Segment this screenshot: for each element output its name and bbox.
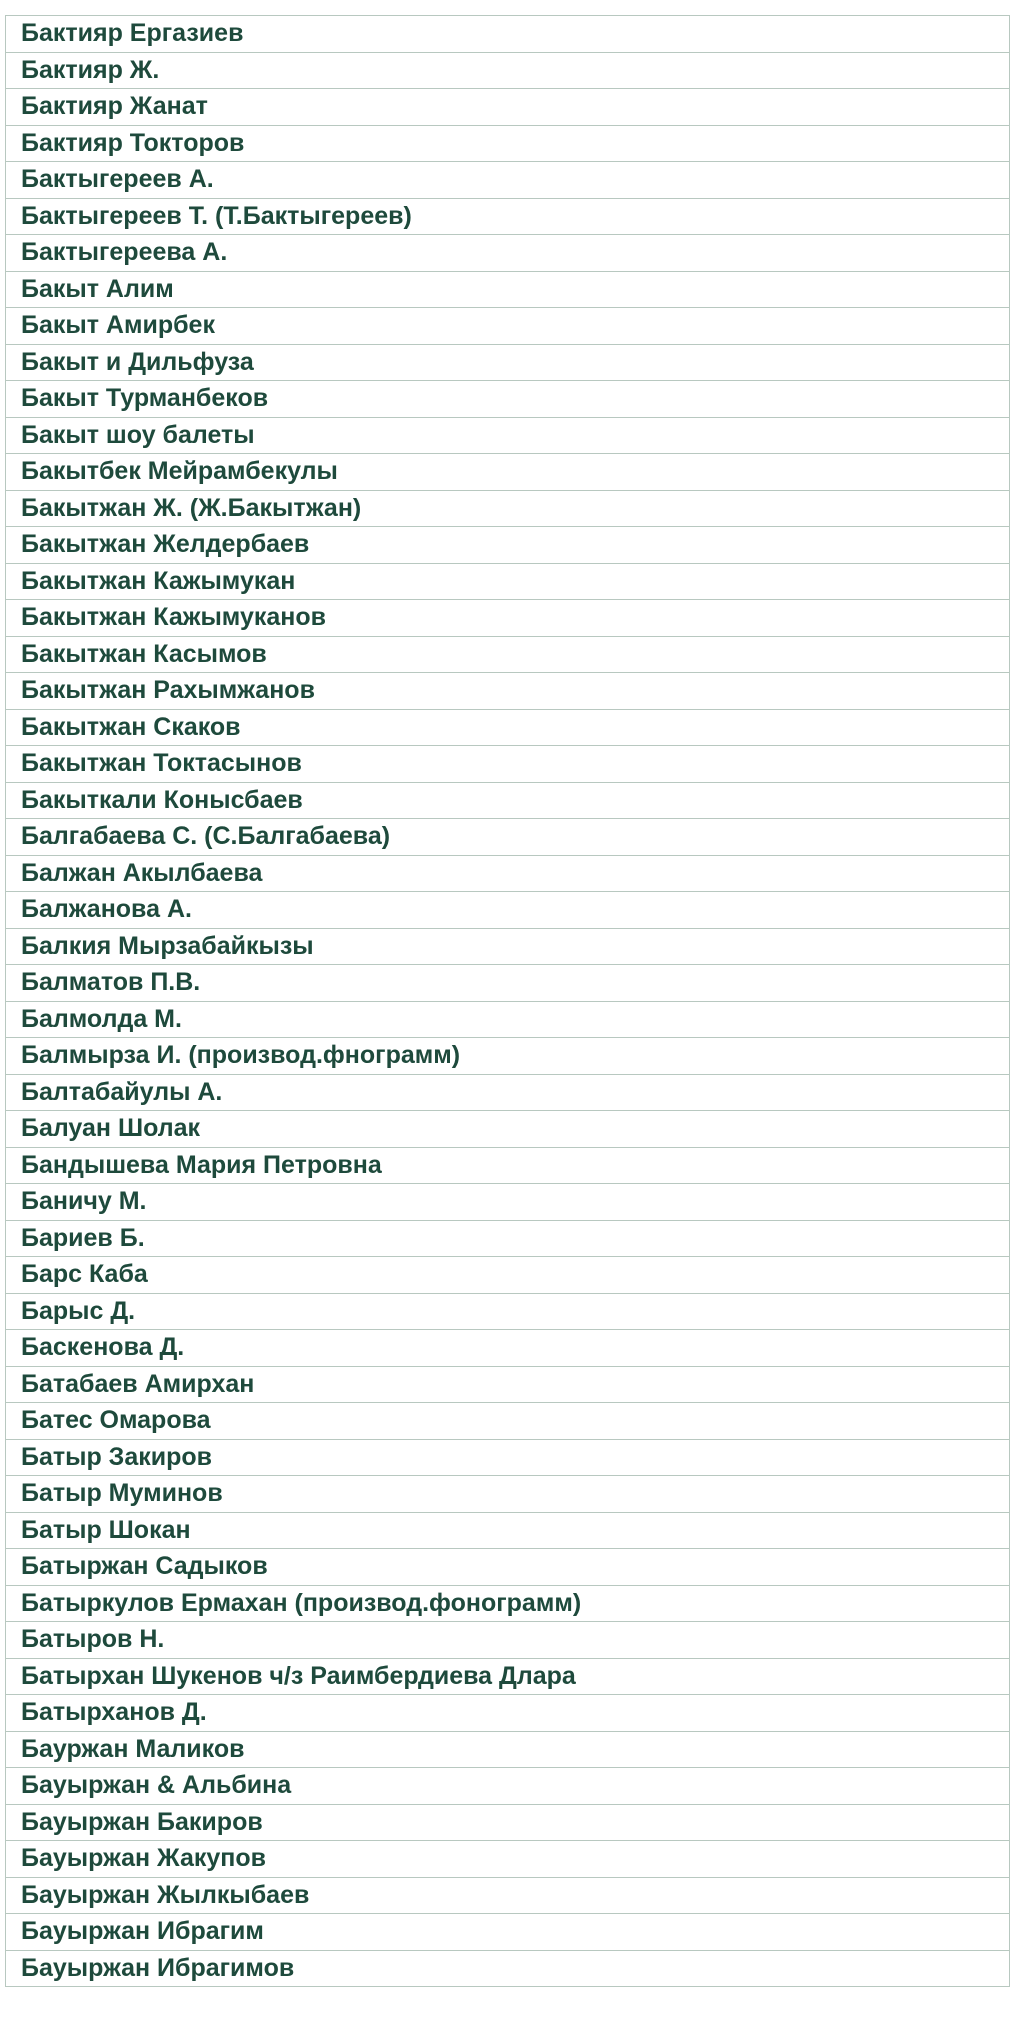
name-cell: Бакыт и Дильфуза [6,344,1010,381]
table-row [6,1074,1010,1111]
table-row [6,1768,1010,1805]
table-row [6,1366,1010,1403]
name-cell: Батес Омарова [6,1403,1010,1440]
name-cell: Бауыржан Ибрагим [6,1914,1010,1951]
table-row [6,162,1010,199]
name-cell: Балмырза И. (производ.фнограмм) [6,1038,1010,1075]
name-cell: Барыс Д. [6,1293,1010,1330]
table-row [6,235,1010,272]
name-cell: Бакыт Амирбек [6,308,1010,345]
name-cell: Баничу М. [6,1184,1010,1221]
name-cell: Бакытжан Скаков [6,709,1010,746]
table-row [6,673,1010,710]
name-cell: Балкия Мырзабайкызы [6,928,1010,965]
name-cell: Балтабайулы А. [6,1074,1010,1111]
name-cell: Бауыржан Жылкыбаев [6,1877,1010,1914]
table-row [6,1147,1010,1184]
table-row [6,892,1010,929]
table-row [6,1622,1010,1659]
table-row [6,52,1010,89]
name-cell: Бактияр Ж. [6,52,1010,89]
name-cell: Бауржан Маликов [6,1731,1010,1768]
table-row [6,1403,1010,1440]
name-cell: Бакыт шоу балеты [6,417,1010,454]
name-cell: Бакытжан Желдербаев [6,527,1010,564]
name-cell: Барс Каба [6,1257,1010,1294]
name-cell: Бактыгереева А. [6,235,1010,272]
name-cell: Балмолда М. [6,1001,1010,1038]
table-row [6,308,1010,345]
table-row [6,1293,1010,1330]
table-row [6,490,1010,527]
table-row [6,782,1010,819]
name-cell: Балгабаева С. (С.Балгабаева) [6,819,1010,856]
name-cell: Батыр Закиров [6,1439,1010,1476]
table-row [6,1585,1010,1622]
table-row [6,855,1010,892]
name-cell: Батыркулов Ермахан (производ.фонограмм) [6,1585,1010,1622]
table-row [6,198,1010,235]
table-row [6,1658,1010,1695]
name-cell: Балжанова А. [6,892,1010,929]
table-row [6,1330,1010,1367]
name-cell: Бактияр Токторов [6,125,1010,162]
name-cell: Батыр Шокан [6,1512,1010,1549]
name-cell: Баскенова Д. [6,1330,1010,1367]
table-row [6,600,1010,637]
table-row [6,1257,1010,1294]
name-cell: Бауыржан Ибрагимов [6,1950,1010,1987]
name-cell: Бактыгереев А. [6,162,1010,199]
table-row [6,1476,1010,1513]
table-row [6,819,1010,856]
name-cell: Бакытжан Кажымуканов [6,600,1010,637]
name-cell: Бакытжан Касымов [6,636,1010,673]
table-row [6,965,1010,1002]
table-row [6,1804,1010,1841]
name-cell: Балматов П.В. [6,965,1010,1002]
name-cell: Бактияр Ергазиев [6,16,1010,53]
name-cell: Бандышева Мария Петровна [6,1147,1010,1184]
names-table [5,15,1010,1987]
table-row [6,89,1010,126]
name-cell: Бакытбек Мейрамбекулы [6,454,1010,491]
name-cell: Бакытжан Ж. (Ж.Бакытжан) [6,490,1010,527]
name-cell: Бакытжан Токтасынов [6,746,1010,783]
name-cell: Батырхан Шукенов ч/з Раимбердиева Длара [6,1658,1010,1695]
name-cell: Бактыгереев Т. (Т.Бактыгереев) [6,198,1010,235]
table-row [6,1950,1010,1987]
table-row [6,1184,1010,1221]
name-cell: Балуан Шолак [6,1111,1010,1148]
name-cell: Бауыржан & Альбина [6,1768,1010,1805]
name-cell: Бактияр Жанат [6,89,1010,126]
table-row [6,417,1010,454]
table-row [6,709,1010,746]
table-row [6,1512,1010,1549]
table-row [6,1111,1010,1148]
name-cell: Бариев Б. [6,1220,1010,1257]
name-cell: Бакыткали Конысбаев [6,782,1010,819]
name-cell: Балжан Акылбаева [6,855,1010,892]
name-cell: Батыр Муминов [6,1476,1010,1513]
table-row [6,125,1010,162]
name-cell: Бакытжан Рахымжанов [6,673,1010,710]
name-cell: Бауыржан Жакупов [6,1841,1010,1878]
table-row [6,1731,1010,1768]
table-row [6,1001,1010,1038]
table-row [6,381,1010,418]
table-row [6,1549,1010,1586]
names-table-body [6,16,1010,1987]
name-cell: Батыров Н. [6,1622,1010,1659]
name-cell: Бакыт Алим [6,271,1010,308]
table-row [6,636,1010,673]
table-row [6,746,1010,783]
table-row [6,1038,1010,1075]
name-cell: Бакытжан Кажымукан [6,563,1010,600]
table-row [6,16,1010,53]
table-row [6,1220,1010,1257]
table-row [6,1439,1010,1476]
name-cell: Бакыт Турманбеков [6,381,1010,418]
name-cell: Бауыржан Бакиров [6,1804,1010,1841]
name-cell: Батабаев Амирхан [6,1366,1010,1403]
table-row [6,563,1010,600]
table-row [6,527,1010,564]
table-row [6,1841,1010,1878]
table-row [6,344,1010,381]
table-row [6,1914,1010,1951]
table-row [6,928,1010,965]
table-row [6,454,1010,491]
name-cell: Батыржан Садыков [6,1549,1010,1586]
table-row [6,1695,1010,1732]
name-cell: Батырханов Д. [6,1695,1010,1732]
table-row [6,1877,1010,1914]
table-row [6,271,1010,308]
